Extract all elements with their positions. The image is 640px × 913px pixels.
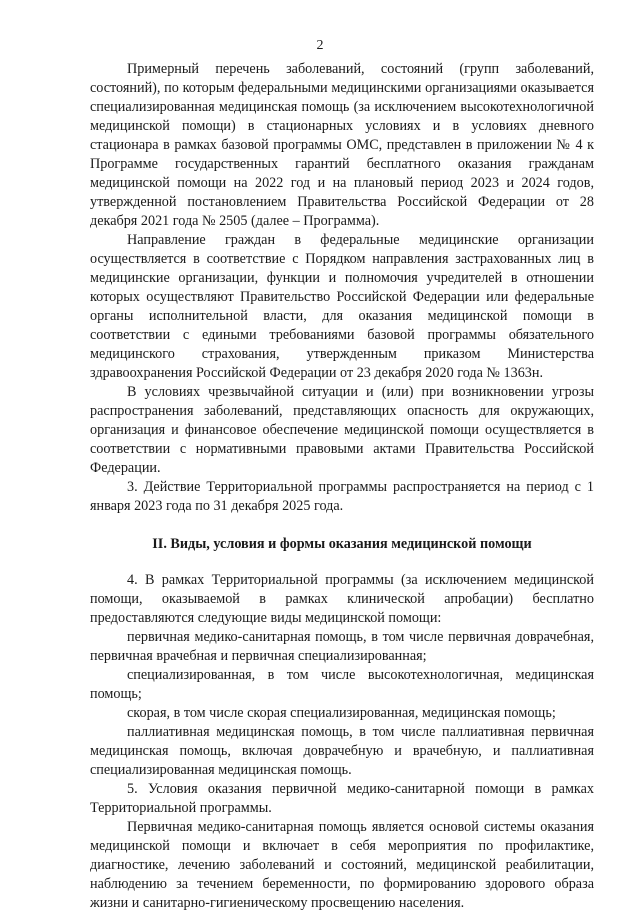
page-number: 2: [316, 38, 324, 53]
document-body: [90, 60, 594, 913]
paragraph: Примерный перечень заболеваний, состояний (групп заболеваний, состояний), по которым федеральными медицинскими организациями оказывается специализированная медицинская помощь (за исключением высокотехнологичной медицинской помощи) в стационарных условиях и в условиях дневного стационара в рамках базовой программы ОМС, представлен в приложении № 4 к Программе государственных гарантий бесплатного оказания гражданам медицинской помощи на 2022 год и на плановый период 2023 и 2024 годов, утвержденной постановлением Правительства Российской Федерации от 28 декабря 2021 года № 2505 (далее – Программа).: [90, 61, 594, 229]
list-item: паллиативная медицинская помощь, в том числе паллиативная первичная медицинская помощь, включая доврачебную и врачебную, и паллиативная специализированная медицинская помощь.: [90, 724, 594, 778]
paragraph: 5. Условия оказания первичной медико-санитарной помощи в рамках Территориальной программы.: [90, 781, 594, 816]
paragraph: 4. В рамках Территориальной программы (за исключением медицинской помощи, оказываемой в рамках клинической апробации) бесплатно предоставляются следующие виды медицинской помощи:: [90, 572, 594, 626]
paragraph: 3. Действие Территориальной программы распространяется на период с 1 января 2023 года по 31 декабря 2025 года.: [90, 479, 594, 514]
section-heading: II. Виды, условия и формы оказания медицинской помощи: [152, 536, 532, 552]
list-item: специализированная, в том числе высокотехнологичная, медицинская помощь;: [90, 667, 594, 702]
paragraph: Направление граждан в федеральные медицинские организации осуществляется в соответствие с Порядком направления застрахованных лиц в медицинские организации, функции и полномочия учредителей в отношении которых осуществляют Правительство Российской Федерации или федеральные органы исполнительной власти, для оказания медицинской помощи в соответствии с едиными требованиями базовой программы обязательного медицинского страхования, утвержденным приказом Министерства здравоохранения Российской Федерации от 23 декабря 2020 года № 1363н.: [90, 232, 594, 381]
list-item: первичная медико-санитарная помощь, в том числе первичная доврачебная, первичная врачебная и первичная специализированная;: [90, 629, 594, 664]
paragraph: В условиях чрезвычайной ситуации и (или) при возникновении угрозы распространения заболеваний, представляющих опасность для окружающих, организация и финансовое обеспечение медицинской помощи осуществляется в соответствии с нормативными правовыми актами Правительства Российской Федерации.: [90, 384, 594, 476]
paragraph: Первичная медико-санитарная помощь является основой системы оказания медицинской помощи и включает в себя мероприятия по профилактике, диагностике, лечению заболеваний и состояний, медицинской реабилитации, наблюдению за течением беременности, по формированию здорового образа жизни и санитарно-гигиеническому просвещению населения.: [90, 819, 594, 911]
list-item: скорая, в том числе скорая специализированная, медицинская помощь;: [127, 705, 556, 721]
